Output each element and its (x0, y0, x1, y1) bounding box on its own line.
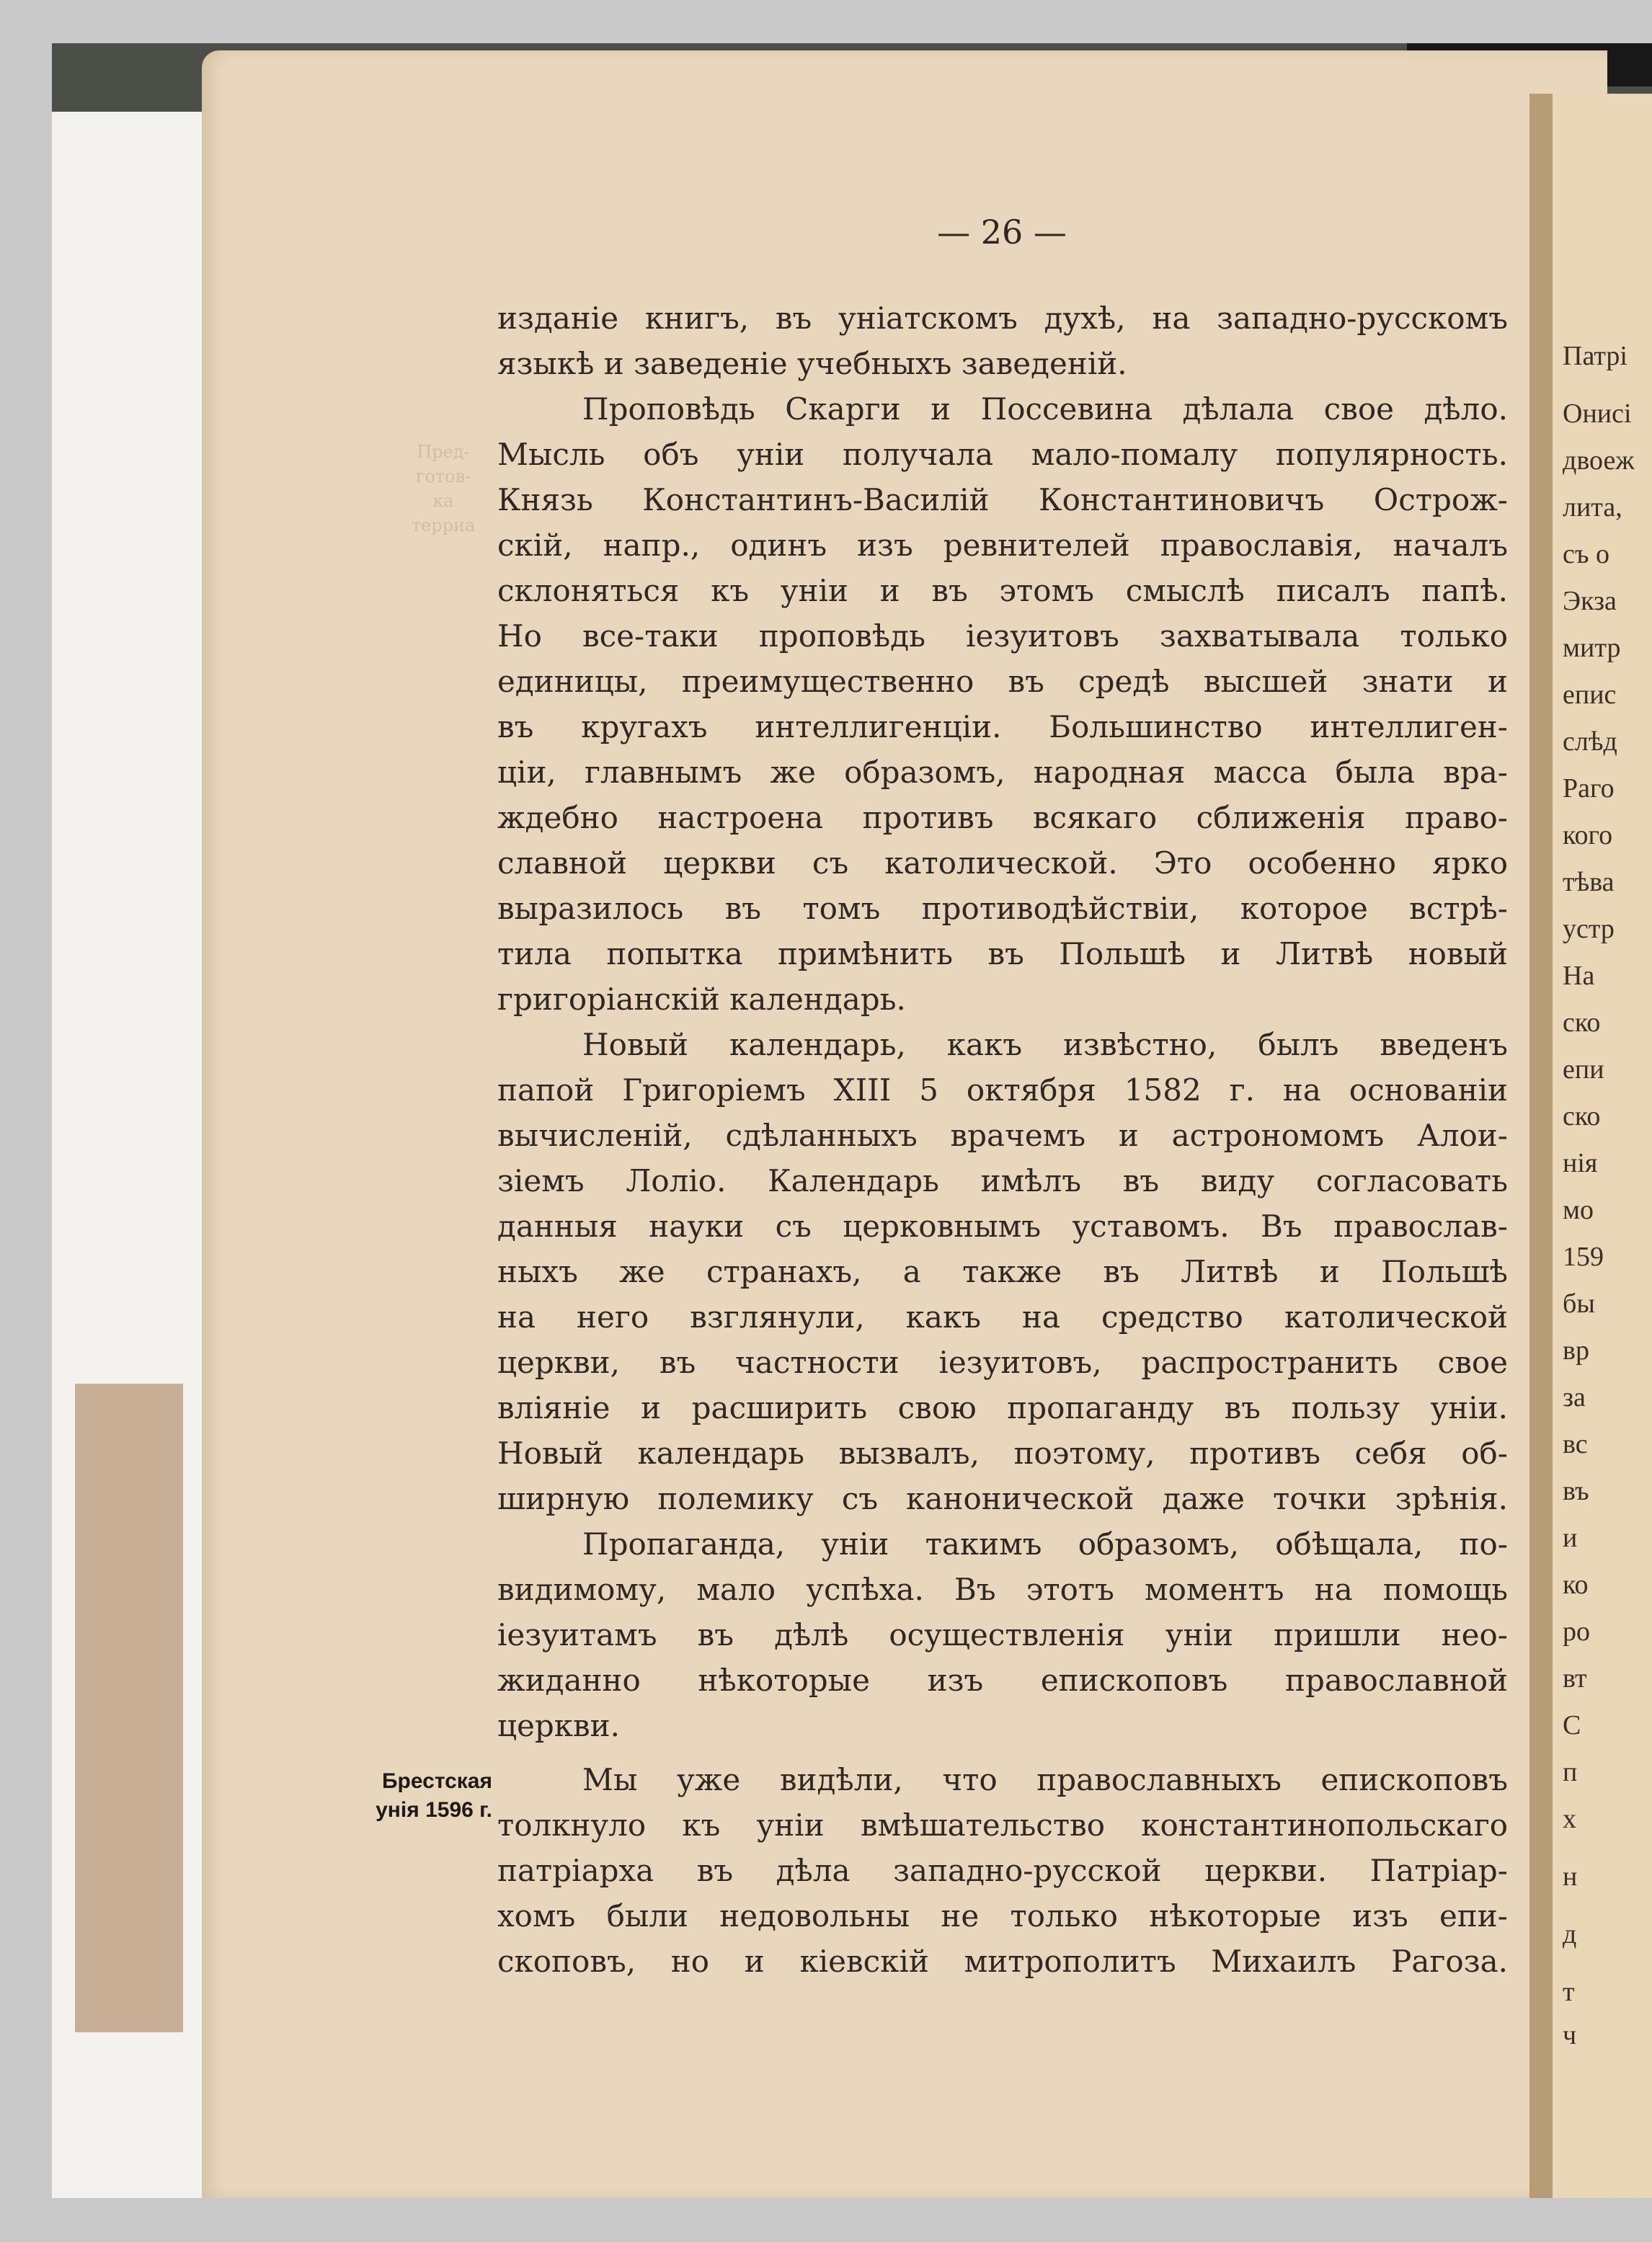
text-line: выразилось въ томъ противодѣйствіи, которое встрѣ- (497, 891, 1508, 926)
text-line: церкви, въ частности іезуитовъ, распространить свое (497, 1345, 1508, 1380)
text-line: папой Григоріемъ XIII 5 октября 1582 г. на основаніи (497, 1072, 1508, 1108)
facing-page-fragment: ч (1563, 2020, 1577, 2050)
facing-page-fragment: т (1563, 1977, 1575, 2007)
facing-page-fragment: съ о (1563, 539, 1610, 569)
text-line: григоріанскій календарь. (497, 982, 906, 1017)
text-line: ціи, главнымъ же образомъ, народная масса была вра- (497, 755, 1508, 790)
facing-page-fragment: Онисі (1563, 399, 1632, 429)
text-line: славной церкви съ католической. Это особенно ярко (497, 845, 1508, 881)
faint-margin-note (389, 440, 497, 538)
text-line: зіемъ Лоліо. Календарь имѣлъ въ виду согласовать (497, 1163, 1508, 1198)
facing-page-fragment: х (1563, 1804, 1576, 1834)
text-line: ныхъ же странахъ, а также въ Литвѣ и Польшѣ (497, 1254, 1508, 1289)
left-paper-strip (75, 1384, 183, 2032)
facing-page-fragment: вс (1563, 1429, 1588, 1459)
facing-page-fragment: ско (1563, 1101, 1601, 1131)
text-line: ширную полемику съ канонической даже точки зрѣнія. (497, 1481, 1508, 1516)
facing-page-fragment: митр (1563, 633, 1621, 663)
facing-page-fragment: бы (1563, 1289, 1595, 1319)
text-line: Новый календарь вызвалъ, поэтому, противъ себя об- (497, 1436, 1508, 1471)
facing-page-fragment: лита, (1563, 492, 1622, 522)
facing-page-fragment: 159 (1563, 1242, 1604, 1272)
text-line: церкви. (497, 1708, 620, 1743)
text-line: хомъ были недовольны не только нѣкоторые изъ епи- (497, 1898, 1508, 1934)
facing-page-fragment: устр (1563, 914, 1615, 944)
facing-page-fragment: кого (1563, 820, 1613, 850)
text-line: Новый календарь, какъ извѣстно, былъ введенъ (582, 1027, 1508, 1062)
text-line: Мысль объ уніи получала мало-помалу популярность. (497, 437, 1508, 472)
facing-page-fragment: Раго (1563, 773, 1615, 804)
text-line: вычисленій, сдѣланныхъ врачемъ и астрономомъ Алои- (497, 1118, 1508, 1153)
facing-page-fragment: и (1563, 1523, 1578, 1553)
facing-page-fragment: епи (1563, 1054, 1604, 1085)
facing-page-fragment: въ (1563, 1476, 1589, 1506)
text-line: іезуитамъ въ дѣлѣ осуществленія уніи пришли нео- (497, 1617, 1508, 1652)
facing-page-fragment: Экза (1563, 586, 1617, 616)
facing-page-fragment: за (1563, 1382, 1586, 1413)
facing-page-fragment: С (1563, 1710, 1581, 1740)
facing-page-fragment: вр (1563, 1335, 1589, 1366)
facing-page-fragment: мо (1563, 1195, 1594, 1225)
faint-note-line: ка (432, 491, 454, 511)
facing-page-fragment: п (1563, 1757, 1578, 1787)
page-number: — 26 — (937, 213, 1067, 252)
text-line: Но все-таки проповѣдь іезуитовъ захватывала только (497, 618, 1508, 654)
text-line: вліяніе и расширить свою пропаганду въ пользу уніи. (497, 1390, 1508, 1425)
text-line: тила попытка примѣнить въ Польшѣ и Литвѣ новый (497, 936, 1508, 971)
facing-page-fragment: ко (1563, 1570, 1589, 1600)
margin-heading-line: унія 1596 г. (376, 1798, 492, 1822)
text-line: толкнуло къ уніи вмѣшательство константинопольскаго (497, 1807, 1508, 1843)
text-line: склоняться къ уніи и въ этомъ смыслѣ писалъ папѣ. (497, 573, 1508, 608)
facing-page-fragment: вт (1563, 1663, 1587, 1694)
faint-note-line: Пред- (417, 442, 470, 462)
facing-page-fragment: двоеж (1563, 445, 1635, 476)
facing-page-fragment: ро (1563, 1616, 1590, 1647)
text-line: патріарха въ дѣла западно-русской церкви. Патріар- (497, 1853, 1508, 1888)
text-line: жиданно нѣкоторые изъ епископовъ православной (497, 1663, 1508, 1698)
text-line: изданіе книгъ, въ уніатскомъ духѣ, на западно-русскомъ (497, 301, 1508, 336)
facing-page-fragment: д (1563, 1919, 1577, 1949)
text-line: скоповъ, но и кіевскій митрополитъ Михаилъ Рагоза. (497, 1944, 1508, 1979)
text-line: Князь Константинъ-Василій Константиновичъ Острож- (497, 482, 1508, 517)
text-line: единицы, преимущественно въ средѣ высшей знати и (497, 664, 1508, 699)
margin-heading-line: Брестская (381, 1769, 492, 1793)
text-line: Мы уже видѣли, что православныхъ епископовъ (582, 1762, 1508, 1797)
facing-page-fragment: тѣва (1563, 867, 1615, 897)
facing-page-fragment: Патрі (1563, 341, 1627, 371)
text-line: данныя науки съ церковнымъ уставомъ. Въ православ- (497, 1209, 1508, 1244)
facing-page-fragment: н (1563, 1861, 1578, 1892)
faint-note-line: терриа (411, 515, 476, 535)
text-line: Пропаганда, уніи такимъ образомъ, обѣщала, по- (582, 1526, 1508, 1562)
text-line: языкѣ и заведеніе учебныхъ заведеній. (497, 346, 1127, 381)
text-line: ждебно настроена противъ всякаго сближенія право- (497, 800, 1508, 835)
book-gutter (1529, 94, 1553, 2198)
facing-page (1553, 94, 1652, 2198)
text-line: въ кругахъ интеллигенціи. Большинство интеллиген- (497, 709, 1508, 744)
text-line: Проповѣдь Скарги и Поссевина дѣлала свое дѣло. (582, 391, 1508, 427)
facing-page-fragment: нія (1563, 1148, 1598, 1178)
text-line: скій, напр., одинъ изъ ревнителей православія, началъ (497, 528, 1508, 563)
text-line: на него взглянули, какъ на средство католической (497, 1299, 1508, 1335)
margin-heading (352, 1767, 492, 1825)
facing-page-fragment: На (1563, 961, 1595, 991)
faint-note-line: готов- (415, 466, 471, 486)
text-line: видимому, мало успѣха. Въ этотъ моментъ на помощь (497, 1572, 1508, 1607)
facing-page-fragment: ско (1563, 1007, 1601, 1038)
facing-page-fragment: слѣд (1563, 726, 1617, 757)
facing-page-fragment: епис (1563, 680, 1617, 710)
